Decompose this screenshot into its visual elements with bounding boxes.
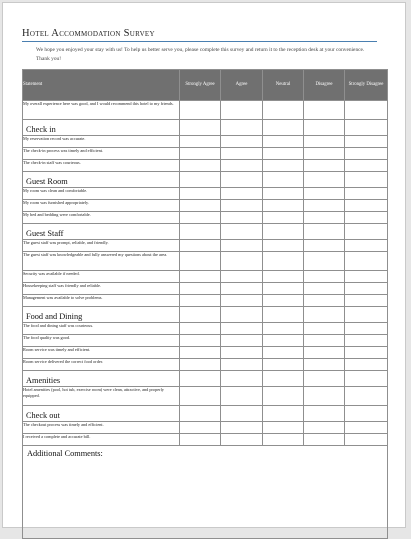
rating-cell-agree[interactable] bbox=[221, 323, 263, 335]
statement-row bbox=[23, 347, 388, 359]
section-blank-cell bbox=[263, 406, 304, 422]
rating-cell-agree[interactable] bbox=[221, 252, 263, 271]
rating-cell-strongly-agree[interactable] bbox=[180, 283, 221, 295]
rating-cell-agree[interactable] bbox=[221, 212, 263, 224]
rating-cell-strongly-agree[interactable] bbox=[180, 422, 221, 434]
rating-cell-strongly-disagree[interactable] bbox=[345, 283, 388, 295]
rating-cell-agree[interactable] bbox=[221, 240, 263, 252]
section-blank-cell bbox=[263, 307, 304, 323]
rating-cell-strongly-agree[interactable] bbox=[180, 160, 221, 172]
statement-text: Security was available if needed. bbox=[23, 271, 180, 283]
section-blank-cell bbox=[180, 224, 221, 240]
rating-cell-agree[interactable] bbox=[221, 101, 263, 120]
rating-cell-strongly-agree[interactable] bbox=[180, 136, 221, 148]
statement-text: My reservation record was accurate. bbox=[23, 136, 180, 148]
statement-row bbox=[23, 252, 388, 271]
section-blank-cell bbox=[263, 120, 304, 136]
section-blank-cell bbox=[180, 406, 221, 422]
comments-row bbox=[23, 446, 388, 539]
rating-cell-strongly-agree[interactable] bbox=[180, 240, 221, 252]
section-header-row bbox=[23, 371, 388, 387]
rating-cell-agree[interactable] bbox=[221, 200, 263, 212]
header-strongly-disagree: Strongly Disagree bbox=[345, 70, 388, 101]
rating-cell-strongly-agree[interactable] bbox=[180, 387, 221, 406]
section-title: Guest Staff bbox=[23, 224, 180, 240]
rating-cell-strongly-disagree[interactable] bbox=[345, 101, 388, 120]
section-blank-cell bbox=[304, 406, 345, 422]
rating-cell-strongly-agree[interactable] bbox=[180, 434, 221, 446]
rating-cell-agree[interactable] bbox=[221, 283, 263, 295]
additional-comments-field[interactable] bbox=[23, 446, 388, 539]
statement-row bbox=[23, 387, 388, 406]
rating-cell-disagree[interactable] bbox=[304, 136, 345, 148]
section-blank-cell bbox=[180, 120, 221, 136]
section-title: Check in bbox=[23, 120, 180, 136]
statement-text: The guest staff was knowledgeable and fully answered my questions about the area. bbox=[23, 252, 180, 271]
rating-cell-disagree[interactable] bbox=[304, 335, 345, 347]
section-blank-cell bbox=[221, 224, 263, 240]
rating-cell-agree[interactable] bbox=[221, 387, 263, 406]
section-title: Guest Room bbox=[23, 172, 180, 188]
section-blank-cell bbox=[345, 224, 388, 240]
statement-text: Management was available to solve problems. bbox=[23, 295, 180, 307]
section-blank-cell bbox=[304, 172, 345, 188]
rating-cell-agree[interactable] bbox=[221, 188, 263, 200]
rating-cell-strongly-disagree[interactable] bbox=[345, 387, 388, 406]
rating-cell-agree[interactable] bbox=[221, 335, 263, 347]
rating-cell-agree[interactable] bbox=[221, 271, 263, 283]
section-blank-cell bbox=[304, 224, 345, 240]
statement-row bbox=[23, 212, 388, 224]
rating-cell-disagree[interactable] bbox=[304, 359, 345, 371]
statement-row bbox=[23, 200, 388, 212]
section-blank-cell bbox=[304, 120, 345, 136]
rating-cell-agree[interactable] bbox=[221, 160, 263, 172]
rating-cell-agree[interactable] bbox=[221, 347, 263, 359]
rating-cell-disagree[interactable] bbox=[304, 434, 345, 446]
rating-cell-neutral[interactable] bbox=[263, 434, 304, 446]
survey-table bbox=[22, 69, 388, 539]
rating-cell-strongly-agree[interactable] bbox=[180, 200, 221, 212]
rating-cell-strongly-agree[interactable] bbox=[180, 148, 221, 160]
section-blank-cell bbox=[345, 172, 388, 188]
rating-cell-strongly-disagree[interactable] bbox=[345, 200, 388, 212]
rating-cell-strongly-disagree[interactable] bbox=[345, 160, 388, 172]
survey-page bbox=[2, 2, 406, 528]
rating-cell-strongly-agree[interactable] bbox=[180, 188, 221, 200]
rating-cell-strongly-disagree[interactable] bbox=[345, 136, 388, 148]
statement-text: My room was clean and comfortable. bbox=[23, 188, 180, 200]
section-blank-cell bbox=[263, 224, 304, 240]
section-blank-cell bbox=[180, 371, 221, 387]
statement-row bbox=[23, 160, 388, 172]
additional-comments-label: Additional Comments: bbox=[27, 449, 103, 458]
header-strongly-agree: Strongly Agree bbox=[180, 70, 221, 101]
rating-cell-neutral[interactable] bbox=[263, 323, 304, 335]
statement-text: The food quality was good. bbox=[23, 335, 180, 347]
section-blank-cell bbox=[345, 120, 388, 136]
rating-cell-strongly-disagree[interactable] bbox=[345, 148, 388, 160]
section-header-row bbox=[23, 172, 388, 188]
rating-cell-neutral[interactable] bbox=[263, 335, 304, 347]
rating-cell-neutral[interactable] bbox=[263, 240, 304, 252]
rating-cell-strongly-agree[interactable] bbox=[180, 323, 221, 335]
rating-cell-neutral[interactable] bbox=[263, 422, 304, 434]
section-blank-cell bbox=[304, 307, 345, 323]
rating-cell-disagree[interactable] bbox=[304, 160, 345, 172]
page-title: Hotel Accommodation Survey bbox=[22, 28, 155, 39]
rating-cell-strongly-agree[interactable] bbox=[180, 295, 221, 307]
rating-cell-neutral[interactable] bbox=[263, 101, 304, 120]
statement-text: My overall experience here was good, and I would recommend this hotel to my friends. bbox=[23, 101, 180, 120]
header-neutral: Neutral bbox=[263, 70, 304, 101]
rating-cell-neutral[interactable] bbox=[263, 387, 304, 406]
statement-row bbox=[23, 148, 388, 160]
statement-text: The check-in staff was courteous. bbox=[23, 160, 180, 172]
section-header-row bbox=[23, 224, 388, 240]
section-blank-cell bbox=[221, 406, 263, 422]
rating-cell-strongly-agree[interactable] bbox=[180, 212, 221, 224]
statement-text: Hotel amenities (pool, hot tub, exercise room) were clean, attractive, and properly equipped. bbox=[23, 387, 180, 406]
section-header-row bbox=[23, 406, 388, 422]
header-disagree: Disagree bbox=[304, 70, 345, 101]
rating-cell-strongly-agree[interactable] bbox=[180, 101, 221, 120]
statement-row bbox=[23, 295, 388, 307]
rating-cell-neutral[interactable] bbox=[263, 347, 304, 359]
statement-text: I received a complete and accurate bill. bbox=[23, 434, 180, 446]
rating-cell-disagree[interactable] bbox=[304, 252, 345, 271]
rating-cell-disagree[interactable] bbox=[304, 422, 345, 434]
rating-cell-neutral[interactable] bbox=[263, 283, 304, 295]
rating-cell-neutral[interactable] bbox=[263, 200, 304, 212]
intro-text: We hope you enjoyed your stay with us! To help us better serve you, please complete this survey and return it to the reception desk at your convenience. Thank you! bbox=[36, 47, 365, 62]
section-blank-cell bbox=[180, 307, 221, 323]
rating-cell-agree[interactable] bbox=[221, 434, 263, 446]
section-blank-cell bbox=[263, 172, 304, 188]
rating-cell-neutral[interactable] bbox=[263, 295, 304, 307]
rating-cell-strongly-disagree[interactable] bbox=[345, 434, 388, 446]
rating-cell-disagree[interactable] bbox=[304, 295, 345, 307]
section-blank-cell bbox=[221, 307, 263, 323]
rating-cell-agree[interactable] bbox=[221, 136, 263, 148]
rating-cell-disagree[interactable] bbox=[304, 200, 345, 212]
rating-cell-strongly-disagree[interactable] bbox=[345, 240, 388, 252]
rating-cell-disagree[interactable] bbox=[304, 323, 345, 335]
section-blank-cell bbox=[221, 172, 263, 188]
section-title: Check out bbox=[23, 406, 180, 422]
section-blank-cell bbox=[345, 406, 388, 422]
rating-cell-agree[interactable] bbox=[221, 148, 263, 160]
rating-cell-strongly-disagree[interactable] bbox=[345, 295, 388, 307]
rating-cell-disagree[interactable] bbox=[304, 101, 345, 120]
statement-text: The checkout process was timely and efficient. bbox=[23, 422, 180, 434]
section-blank-cell bbox=[304, 371, 345, 387]
rating-cell-disagree[interactable] bbox=[304, 347, 345, 359]
statement-row bbox=[23, 136, 388, 148]
rating-cell-neutral[interactable] bbox=[263, 188, 304, 200]
statement-row bbox=[23, 434, 388, 446]
statement-row bbox=[23, 101, 388, 120]
rating-cell-neutral[interactable] bbox=[263, 136, 304, 148]
rating-cell-strongly-disagree[interactable] bbox=[345, 422, 388, 434]
section-header-row bbox=[23, 307, 388, 323]
rating-cell-agree[interactable] bbox=[221, 422, 263, 434]
rating-cell-neutral[interactable] bbox=[263, 271, 304, 283]
statement-row bbox=[23, 271, 388, 283]
rating-cell-strongly-agree[interactable] bbox=[180, 335, 221, 347]
rating-cell-neutral[interactable] bbox=[263, 212, 304, 224]
title-underline bbox=[22, 41, 377, 42]
rating-cell-strongly-disagree[interactable] bbox=[345, 335, 388, 347]
statement-row bbox=[23, 323, 388, 335]
rating-cell-neutral[interactable] bbox=[263, 160, 304, 172]
rating-cell-agree[interactable] bbox=[221, 295, 263, 307]
rating-cell-disagree[interactable] bbox=[304, 148, 345, 160]
section-title: Food and Dining bbox=[23, 307, 180, 323]
statement-row bbox=[23, 188, 388, 200]
statement-row bbox=[23, 240, 388, 252]
rating-cell-strongly-disagree[interactable] bbox=[345, 323, 388, 335]
section-title: Amenities bbox=[23, 371, 180, 387]
section-blank-cell bbox=[345, 371, 388, 387]
rating-cell-agree[interactable] bbox=[221, 359, 263, 371]
statement-text: My room was furnished appropriately. bbox=[23, 200, 180, 212]
statement-text: The food and dining staff was courteous. bbox=[23, 323, 180, 335]
rating-cell-disagree[interactable] bbox=[304, 188, 345, 200]
section-blank-cell bbox=[180, 172, 221, 188]
statement-text: My bed and bedding were comfortable. bbox=[23, 212, 180, 224]
section-blank-cell bbox=[345, 307, 388, 323]
rating-cell-strongly-disagree[interactable] bbox=[345, 347, 388, 359]
rating-cell-strongly-agree[interactable] bbox=[180, 347, 221, 359]
statement-text: The guest staff was prompt, reliable, and friendly. bbox=[23, 240, 180, 252]
header-statement: Statement bbox=[23, 70, 180, 101]
rating-cell-strongly-agree[interactable] bbox=[180, 252, 221, 271]
rating-cell-disagree[interactable] bbox=[304, 387, 345, 406]
statement-row bbox=[23, 359, 388, 371]
rating-cell-strongly-disagree[interactable] bbox=[345, 271, 388, 283]
statement-text: Room service delivered the correct food order. bbox=[23, 359, 180, 371]
section-blank-cell bbox=[221, 120, 263, 136]
rating-cell-strongly-disagree[interactable] bbox=[345, 252, 388, 271]
rating-cell-disagree[interactable] bbox=[304, 240, 345, 252]
rating-cell-strongly-disagree[interactable] bbox=[345, 212, 388, 224]
section-blank-cell bbox=[263, 371, 304, 387]
section-header-row bbox=[23, 120, 388, 136]
rating-cell-strongly-disagree[interactable] bbox=[345, 188, 388, 200]
rating-cell-neutral[interactable] bbox=[263, 359, 304, 371]
rating-cell-strongly-disagree[interactable] bbox=[345, 359, 388, 371]
statement-row bbox=[23, 283, 388, 295]
header-row bbox=[23, 70, 388, 101]
survey-body bbox=[23, 101, 388, 539]
statement-text: The check-in process was timely and efficient. bbox=[23, 148, 180, 160]
rating-cell-disagree[interactable] bbox=[304, 283, 345, 295]
rating-cell-disagree[interactable] bbox=[304, 212, 345, 224]
rating-cell-disagree[interactable] bbox=[304, 271, 345, 283]
statement-row bbox=[23, 335, 388, 347]
section-blank-cell bbox=[221, 371, 263, 387]
rating-cell-neutral[interactable] bbox=[263, 252, 304, 271]
rating-cell-neutral[interactable] bbox=[263, 148, 304, 160]
header-agree: Agree bbox=[221, 70, 263, 101]
statement-text: Housekeeping staff was friendly and reliable. bbox=[23, 283, 180, 295]
rating-cell-strongly-agree[interactable] bbox=[180, 359, 221, 371]
statement-text: Room service was timely and efficient. bbox=[23, 347, 180, 359]
rating-cell-strongly-agree[interactable] bbox=[180, 271, 221, 283]
statement-row bbox=[23, 422, 388, 434]
